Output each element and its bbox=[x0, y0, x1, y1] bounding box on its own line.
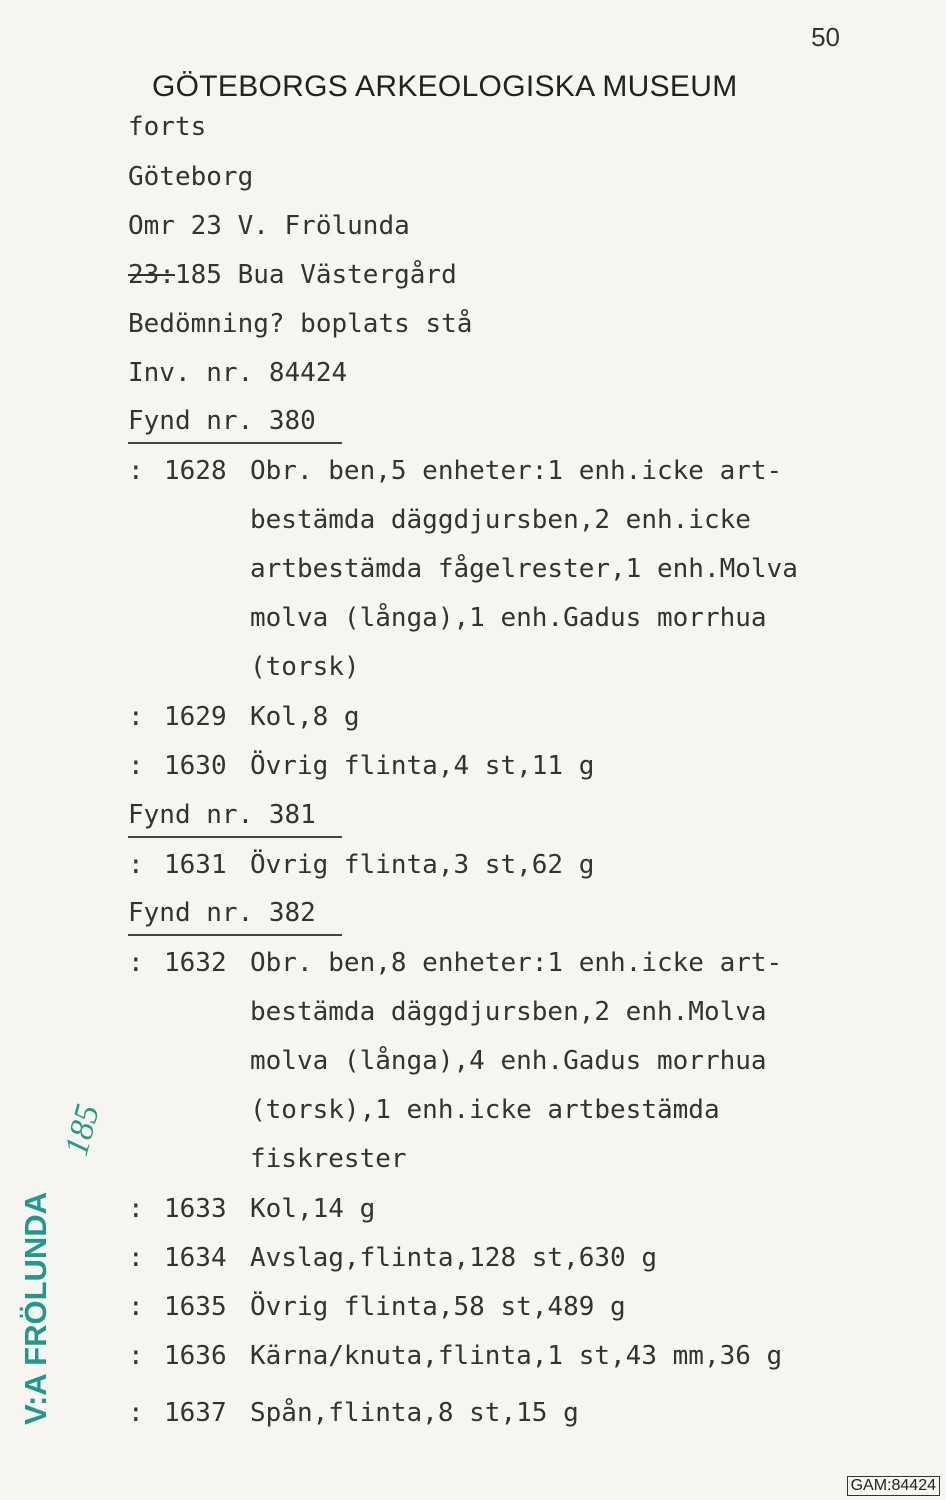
entry-number: 1631 bbox=[164, 850, 227, 880]
entry-text: molva (långa),1 enh.Gadus morrhua bbox=[250, 603, 767, 633]
location-stamp: V:A FRÖLUNDA bbox=[18, 1191, 53, 1425]
entry-colon: : bbox=[128, 1194, 144, 1224]
entry-colon: : bbox=[128, 1398, 144, 1428]
entry-text: Avslag,flinta,128 st,630 g bbox=[250, 1243, 657, 1273]
entry-text: bestämda däggdjursben,2 enh.icke bbox=[250, 505, 751, 535]
inventory-line: Inv. nr. 84424 bbox=[128, 358, 348, 388]
entry-text: (torsk) bbox=[250, 652, 360, 682]
entry-text: artbestämda fågelrester,1 enh.Molva bbox=[250, 554, 798, 584]
entry-colon: : bbox=[128, 850, 144, 880]
entry-text: Övrig flinta,3 st,62 g bbox=[250, 850, 595, 880]
entry-number: 1635 bbox=[164, 1292, 227, 1322]
fynd-heading-382: Fynd nr. 382 bbox=[128, 898, 342, 936]
entry-colon: : bbox=[128, 456, 144, 486]
museum-header: GÖTEBORGS ARKEOLOGISKA MUSEUM bbox=[152, 70, 738, 103]
assessment-line: Bedömning? boplats stå bbox=[128, 309, 473, 339]
catalog-id-label: GAM:84424 bbox=[847, 1476, 940, 1496]
area-line: Omr 23 V. Frölunda bbox=[128, 211, 410, 241]
entry-number: 1630 bbox=[164, 751, 227, 781]
page-number: 50 bbox=[811, 22, 840, 52]
forts-line: forts bbox=[128, 112, 207, 142]
entry-number: 1629 bbox=[164, 702, 227, 732]
entry-colon: : bbox=[128, 1341, 144, 1371]
entry-text: Övrig flinta,4 st,11 g bbox=[250, 751, 595, 781]
fynd-heading-380: Fynd nr. 380 bbox=[128, 406, 342, 444]
entry-colon: : bbox=[128, 1292, 144, 1322]
entry-text: Spån,flinta,8 st,15 g bbox=[250, 1398, 579, 1428]
entry-colon: : bbox=[128, 702, 144, 732]
entry-text: Obr. ben,5 enheter:1 enh.icke art- bbox=[250, 456, 783, 486]
entry-text: fiskrester bbox=[250, 1144, 407, 1174]
entry-text: (torsk),1 enh.icke artbestämda bbox=[250, 1095, 720, 1125]
entry-number: 1636 bbox=[164, 1341, 227, 1371]
fynd-heading-381: Fynd nr. 381 bbox=[128, 800, 342, 838]
entry-colon: : bbox=[128, 1243, 144, 1273]
city-line: Göteborg bbox=[128, 162, 254, 192]
entry-text: molva (långa),4 enh.Gadus morrhua bbox=[250, 1046, 767, 1076]
entry-text: Kol,14 g bbox=[250, 1194, 376, 1224]
handwritten-site-number: 185 bbox=[58, 1100, 107, 1160]
entry-text: Kärna/knuta,flinta,1 st,43 mm,36 g bbox=[250, 1341, 783, 1371]
entry-colon: : bbox=[128, 751, 144, 781]
entry-colon: : bbox=[128, 948, 144, 978]
entry-text: bestämda däggdjursben,2 enh.Molva bbox=[250, 997, 767, 1027]
entry-number: 1637 bbox=[164, 1398, 227, 1428]
site-struck-prefix: 23: bbox=[128, 260, 175, 290]
entry-text: Övrig flinta,58 st,489 g bbox=[250, 1292, 626, 1322]
entry-number: 1628 bbox=[164, 456, 227, 486]
entry-text: Kol,8 g bbox=[250, 702, 360, 732]
entry-number: 1632 bbox=[164, 948, 227, 978]
site-name: 185 Bua Västergård bbox=[174, 260, 457, 290]
entry-text: Obr. ben,8 enheter:1 enh.icke art- bbox=[250, 948, 783, 978]
site-line bbox=[128, 260, 457, 290]
entry-number: 1633 bbox=[164, 1194, 227, 1224]
entry-number: 1634 bbox=[164, 1243, 227, 1273]
